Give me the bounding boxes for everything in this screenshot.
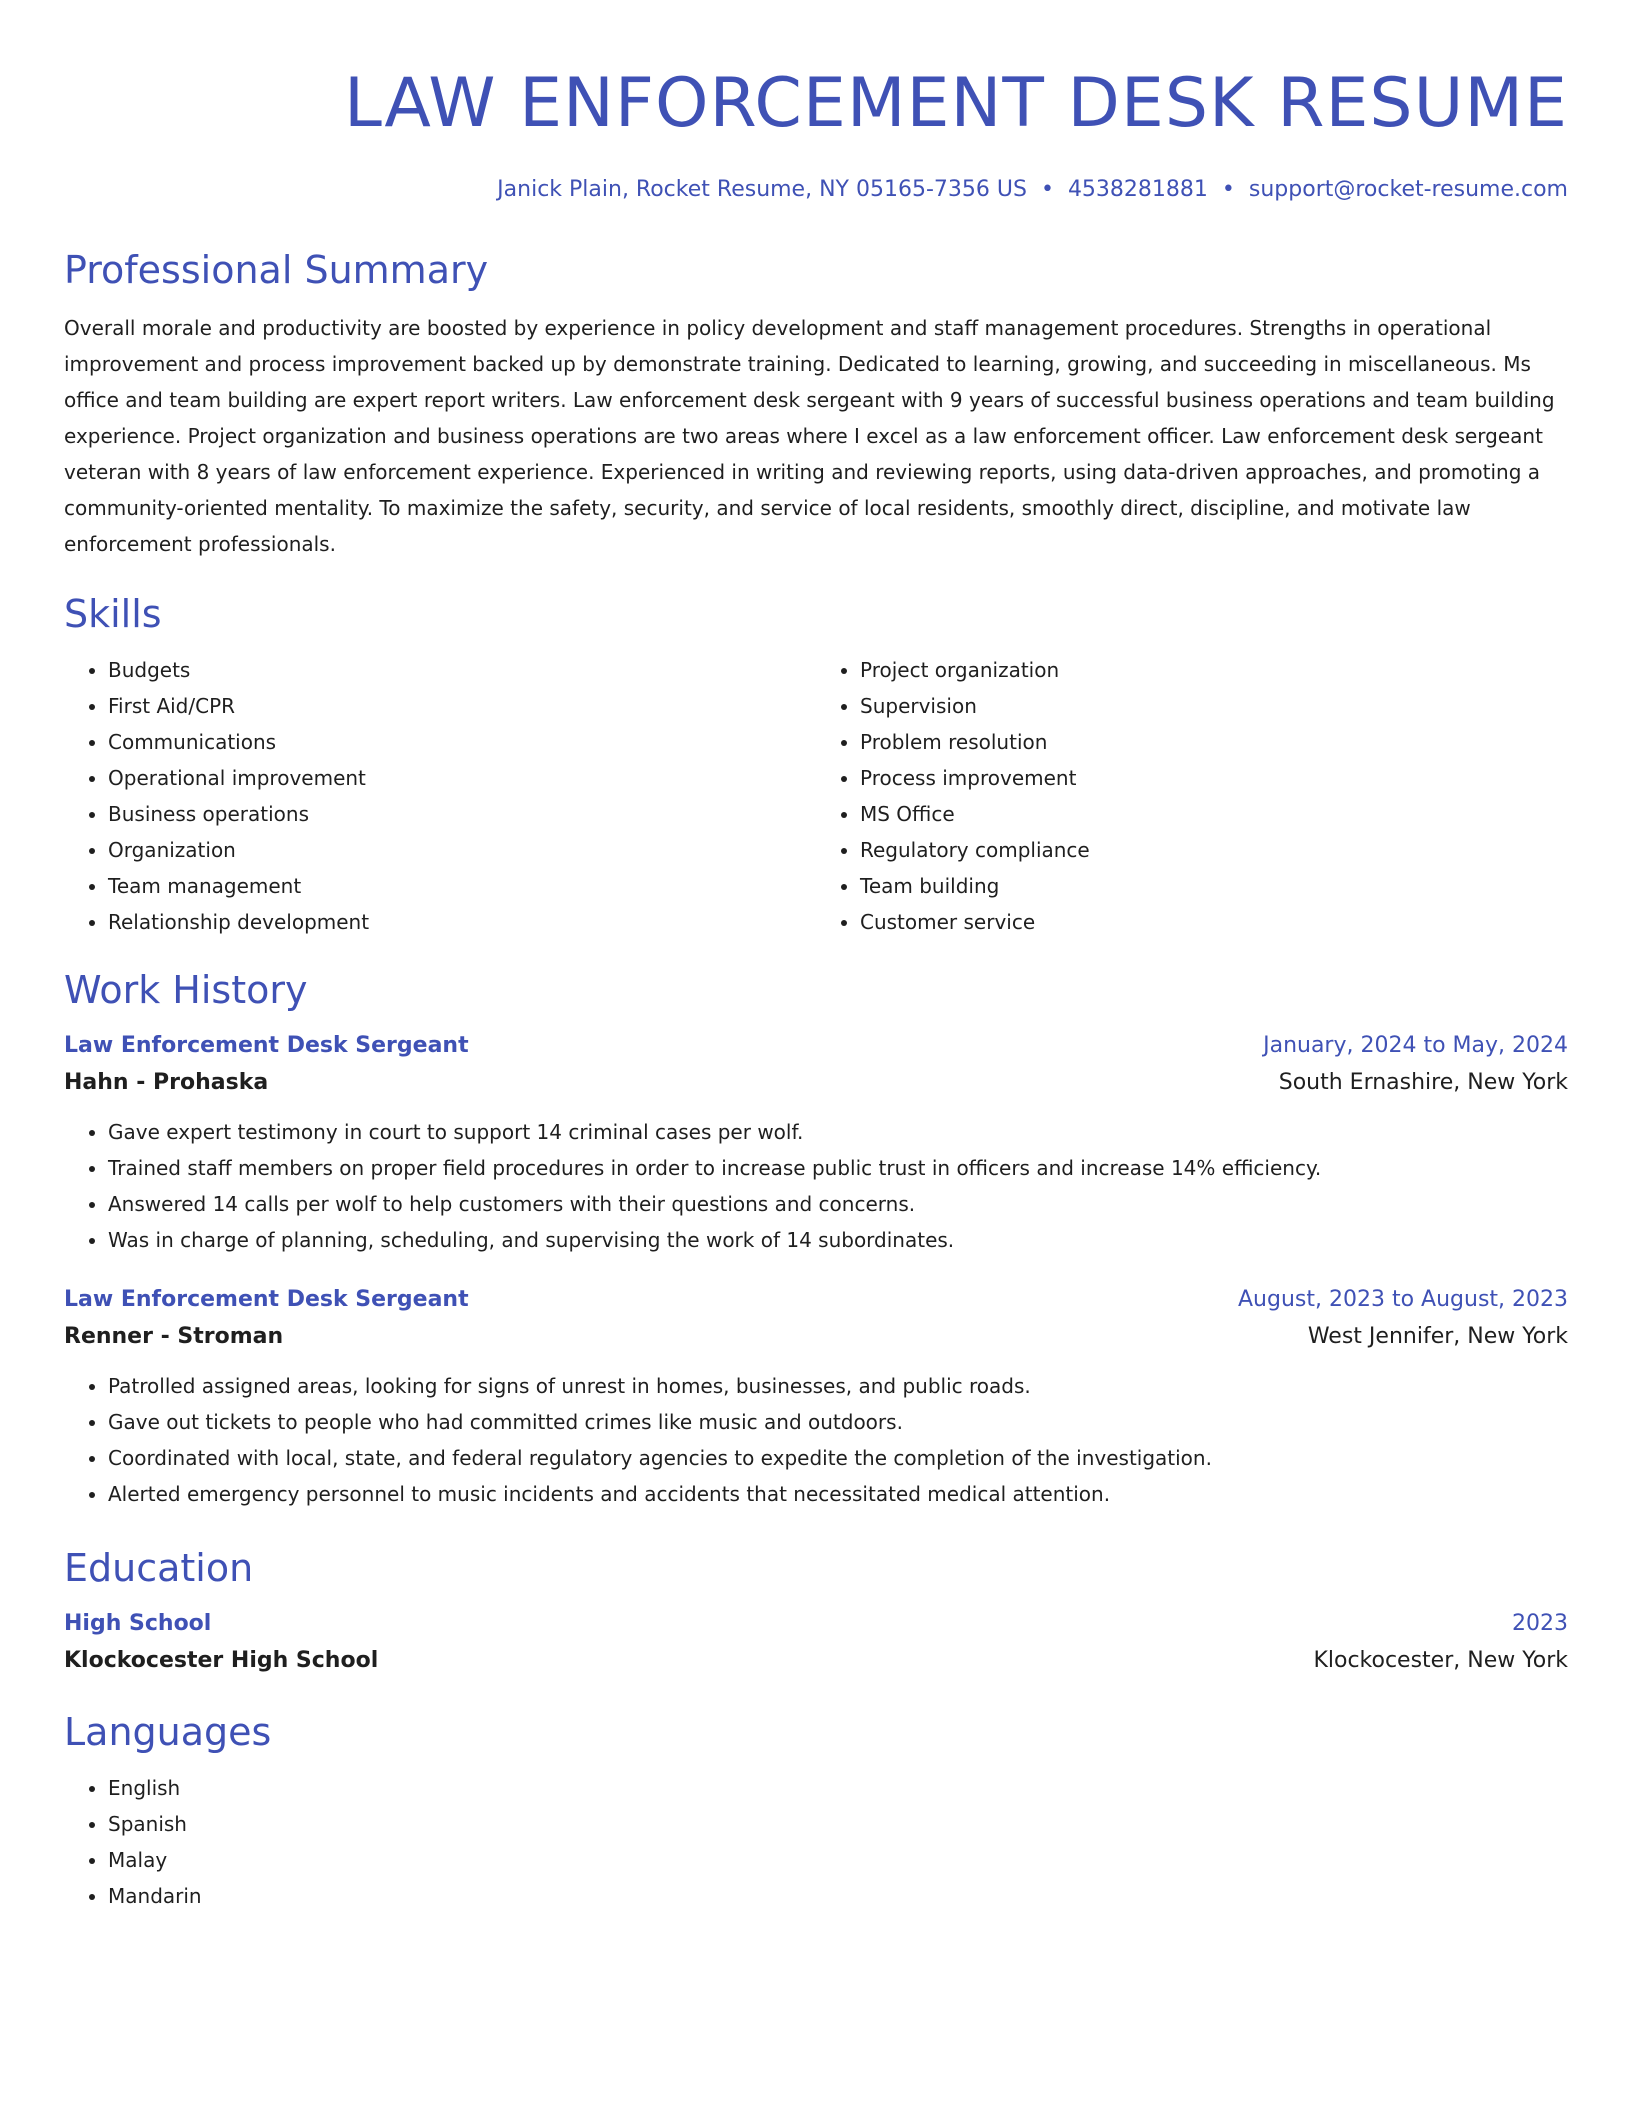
skill-item: • Team management (108, 868, 816, 904)
work-history-heading: Work History (64, 968, 308, 1012)
job-bullet: • Answered 14 calls per wolf to help customers with their questions and concerns. (108, 1186, 1568, 1222)
skill-item: • Process improvement (860, 760, 1568, 796)
language-item: • Spanish (108, 1806, 1568, 1842)
skills-grid (64, 652, 1568, 940)
skill-item: • MS Office (860, 796, 1568, 832)
education-header-row (64, 1606, 1568, 1642)
skill-item: • Project organization (860, 652, 1568, 688)
contact-phone: 4538281881 (1067, 177, 1208, 202)
education-year: 2023 (1512, 1611, 1568, 1636)
job-bullet: • Trained staff members on proper field procedures in order to increase public trust in officers and increase 14% efficiency. (108, 1150, 1568, 1186)
skill-item: • Business operations (108, 796, 816, 832)
job-entry (64, 1028, 1568, 1258)
job-location: South Ernashire, New York (1278, 1070, 1568, 1095)
language-item: • English (108, 1770, 1568, 1806)
contact-separator: • (1040, 177, 1054, 202)
skill-item: • Problem resolution (860, 724, 1568, 760)
contact-separator: • (1221, 177, 1235, 202)
job-company: Hahn - Prohaska (64, 1070, 269, 1095)
language-item: • Malay (108, 1842, 1568, 1878)
skill-item: • Communications (108, 724, 816, 760)
job-entry (64, 1282, 1568, 1512)
job-bullet: • Gave expert testimony in court to support 14 criminal cases per wolf. (108, 1114, 1568, 1150)
skill-item: • Regulatory compliance (860, 832, 1568, 868)
job-location: West Jennifer, New York (1307, 1324, 1568, 1349)
job-bullet: • Alerted emergency personnel to music incidents and accidents that necessitated medical attention. (108, 1476, 1568, 1512)
education-school: Klockocester High School (64, 1648, 379, 1673)
contact-email: support@rocket-resume.com (1248, 177, 1568, 202)
summary-text: Overall morale and productivity are boosted by experience in policy development and staff management procedures. Strengths in operational improvement and process improvement backed up by demonstrate training. Dedicated to learning, growing, and succeeding in miscellaneous. Ms office and team building are expert report writers. Law enforcement desk sergeant with 9 years of successful business operations and team building experience. Project organization and business operations are two areas where I excel as a law enforcement officer. Law enforcement desk sergeant veteran with 8 years of law enforcement experience. Experienced in writing and reviewing reports, using data-driven approaches, and promoting a community-oriented mentality. To maximize the safety, security, and service of local residents, smoothly direct, discipline, and motivate law enforcement professionals. (64, 316, 1555, 556)
job-bullet: • Patrolled assigned areas, looking for signs of unrest in homes, businesses, and public roads. (108, 1368, 1568, 1404)
skill-item: • Relationship development (108, 904, 816, 940)
skill-item: • Team building (860, 868, 1568, 904)
summary-heading: Professional Summary (64, 248, 489, 292)
job-dates: January, 2024 to May, 2024 (1263, 1033, 1568, 1058)
education-degree: High School (64, 1611, 212, 1636)
skill-item: • Operational improvement (108, 760, 816, 796)
contact-line (64, 174, 1568, 206)
education-school-row (64, 1642, 1568, 1680)
job-header-row (64, 1028, 1568, 1064)
job-bullet: • Coordinated with local, state, and federal regulatory agencies to expedite the completion of the investigation. (108, 1440, 1568, 1476)
job-bullets (64, 1114, 1568, 1258)
skills-list-right (816, 652, 1568, 940)
job-dates: August, 2023 to August, 2023 (1238, 1287, 1568, 1312)
job-company-row (64, 1318, 1568, 1356)
job-company-row (64, 1064, 1568, 1102)
job-title: Law Enforcement Desk Sergeant (64, 1033, 469, 1058)
skills-list-left (64, 652, 816, 940)
contact-address: Janick Plain, Rocket Resume, NY 05165-7356 US (497, 177, 1027, 202)
skill-item: • Supervision (860, 688, 1568, 724)
resume-title: LAW ENFORCEMENT DESK RESUME (343, 64, 1568, 143)
skill-item: • Organization (108, 832, 816, 868)
job-company: Renner - Stroman (64, 1324, 284, 1349)
job-bullet: • Gave out tickets to people who had committed crimes like music and outdoors. (108, 1404, 1568, 1440)
job-title: Law Enforcement Desk Sergeant (64, 1287, 469, 1312)
language-item: • Mandarin (108, 1878, 1568, 1914)
job-bullet: • Was in charge of planning, scheduling, and supervising the work of 14 subordinates. (108, 1222, 1568, 1258)
job-bullets (64, 1368, 1568, 1512)
job-header-row (64, 1282, 1568, 1318)
education-heading: Education (64, 1546, 254, 1590)
languages-heading: Languages (64, 1710, 272, 1754)
skill-item: • First Aid/CPR (108, 688, 816, 724)
education-location: Klockocester, New York (1313, 1648, 1568, 1673)
education-entry (64, 1606, 1568, 1680)
skill-item: • Customer service (860, 904, 1568, 940)
skill-item: • Budgets (108, 652, 816, 688)
skills-heading: Skills (64, 592, 162, 636)
languages-list (64, 1770, 1568, 1914)
